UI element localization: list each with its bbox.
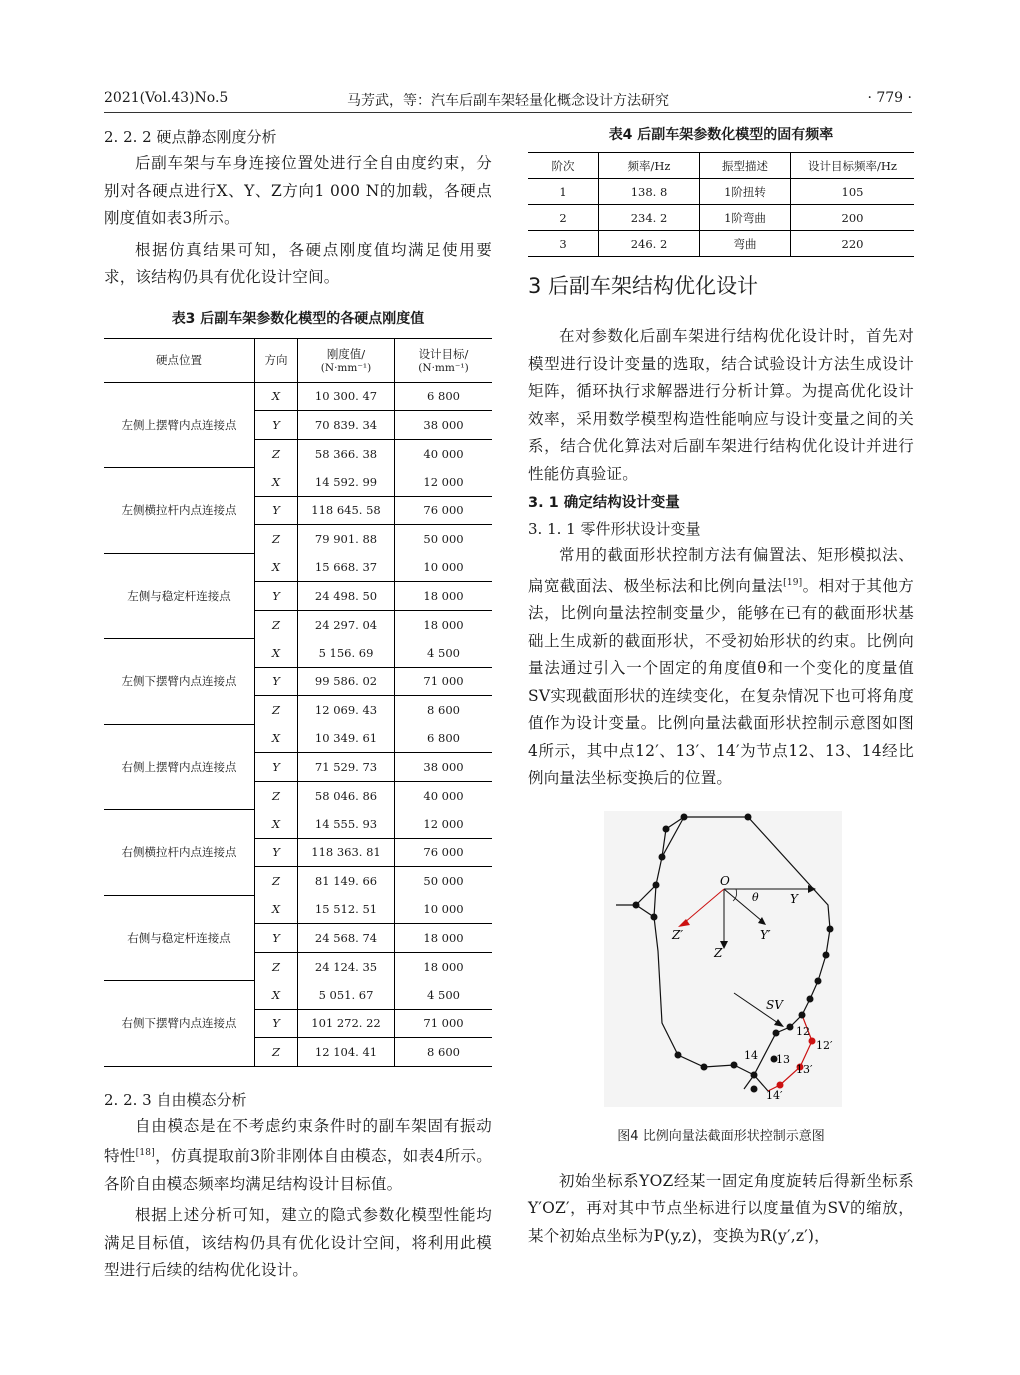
stiffness-cell: 10 349. 61 <box>298 724 395 753</box>
text: 。相对于其他方法，比例向量法控制变量少，能够在已有的截面形状基础上生成新的截面形状，不受初始形状的约束。比例向量法通过引入一个固定的角度值θ和一个变化的度量值SV实现截面形状的连续变化，在复杂情况下也可将角度值作为设计变量。比例向量法截面形状控制示意图如图4所示，其中点12′、13′、14′为节点12、13、14经比例向量法坐标变换后的位置。 <box>528 576 914 788</box>
direction-cell: Z <box>255 1038 298 1067</box>
target-cell: 18 000 <box>395 582 493 611</box>
right-column <box>528 124 914 1250</box>
label-y-prime: Y′ <box>760 927 771 942</box>
section-heading-3-1: 3. 1 确定结构设计变量 <box>528 495 680 511</box>
stiffness-cell: 24 297. 04 <box>298 610 395 639</box>
table-row <box>104 810 492 839</box>
stiffness-cell: 24 568. 74 <box>298 924 395 953</box>
table-row <box>104 382 492 411</box>
target-label: 设计目标/ <box>418 347 469 361</box>
node <box>701 1063 708 1070</box>
hardpoint-name: 右侧与稳定杆连接点 <box>104 895 255 981</box>
table3 <box>104 338 492 1067</box>
hardpoint-name: 右侧下摆臂内点连接点 <box>104 981 255 1067</box>
target-cell: 50 000 <box>423 532 464 546</box>
col-header-frequency: 频率/Hz <box>599 153 700 179</box>
direction-cell: Z <box>255 525 298 554</box>
node <box>815 977 822 984</box>
direction-cell: X <box>255 553 298 582</box>
stiffness-cell: 101 272. 22 <box>298 1009 395 1038</box>
citation: [19] <box>783 577 803 588</box>
paragraph: 后副车架与车身连接位置处进行全自由度约束，分别对各硬点进行X、Y、Z方向1 000 N的加载，各硬点刚度值如表3所示。 <box>104 154 492 227</box>
paragraph: 根据上述分析可知，建立的隐式参数化模型性能均满足目标值，该结构仍具有优化设计空间，将利用此模型进行后续的结构优化设计。 <box>104 1206 492 1280</box>
node <box>653 881 660 888</box>
section-heading-2-2-2: 2. 2. 2 硬点静态刚度分析 <box>104 128 277 146</box>
direction-cell: Y <box>255 667 298 696</box>
stiffness-label: 刚度值/ <box>326 347 366 361</box>
target-cell: 8 600 <box>427 1044 460 1059</box>
left-column <box>104 124 492 1285</box>
table-cell: 220 <box>841 236 864 251</box>
direction-cell: Y <box>255 1009 298 1038</box>
stiffness-cell: 58 046. 86 <box>298 781 395 810</box>
target-cell: 50 000 <box>423 874 464 888</box>
label-origin: O <box>720 873 730 888</box>
table-row <box>528 179 914 205</box>
stiffness-cell: 99 586. 02 <box>298 667 395 696</box>
direction-cell: Y <box>255 924 298 953</box>
hardpoint-name: 右侧横拉杆内点连接点 <box>104 810 255 896</box>
section-heading-3: 3 后副车架结构优化设计 <box>528 274 759 298</box>
table-cell: 1阶扭转 <box>700 179 791 205</box>
target-cell: 10 000 <box>395 895 493 924</box>
target-cell: 12 000 <box>395 810 493 839</box>
stiffness-cell: 118 363. 81 <box>298 838 395 867</box>
paragraph: 初始坐标系YOZ经某一固定角度旋转后得新坐标系Y′OZ′，再对其中节点坐标进行以度量值为SV的缩放，某个初始点坐标为P(y,z)，变换为R(y′,z′)， <box>528 1171 914 1245</box>
page-number: · 779 · <box>867 90 912 106</box>
stiffness-unit: (N·mm⁻¹) <box>320 362 372 374</box>
stiffness-cell: 12 104. 41 <box>298 1038 395 1067</box>
node <box>731 1061 738 1068</box>
table-cell: 200 <box>791 205 915 231</box>
hardpoint-name: 右侧上摆臂内点连接点 <box>104 724 255 810</box>
node-14-prime <box>777 1081 784 1088</box>
table4-caption: 表4 后副车架参数化模型的固有频率 <box>608 127 834 143</box>
figure-4-caption: 图4 比例向量法截面形状控制示意图 <box>617 1128 825 1144</box>
target-cell: 38 000 <box>395 753 493 782</box>
stiffness-cell: 71 529. 73 <box>298 753 395 782</box>
label-z-prime: Z′ <box>672 927 684 942</box>
text: 自由模态是在不考虑约束条件时的副车架固有振动特性 <box>104 1116 492 1166</box>
col-header-direction: 方向 <box>255 338 298 382</box>
journal-issue: 2021(Vol.43)No.5 <box>104 90 229 106</box>
label-theta: θ <box>752 890 759 904</box>
label-sv: SV <box>766 997 783 1012</box>
stiffness-cell: 24 498. 50 <box>298 582 395 611</box>
node <box>827 925 834 932</box>
col-header-position: 硬点位置 <box>104 338 255 382</box>
label-z: Z <box>714 945 723 960</box>
table-row <box>104 724 492 753</box>
node <box>659 853 666 860</box>
direction-cell: X <box>255 639 298 668</box>
table-cell: 1阶弯曲 <box>700 205 791 231</box>
node <box>681 813 688 820</box>
table3-caption: 表3 后副车架参数化模型的各硬点刚度值 <box>171 310 425 327</box>
paragraph: 根据仿真结果可知，各硬点刚度值均满足使用要求，该结构仍具有优化设计空间。 <box>104 240 492 286</box>
node <box>751 1085 758 1092</box>
target-cell: 6 800 <box>395 724 493 753</box>
section-heading-2-2-3: 2. 2. 3 自由模态分析 <box>104 1090 247 1109</box>
stiffness-cell: 14 555. 93 <box>298 810 395 839</box>
running-title: 马芳武，等：汽车后副车架轻量化概念设计方法研究 <box>347 93 669 109</box>
stiffness-cell: 70 839. 34 <box>298 411 395 440</box>
table-row <box>104 553 492 582</box>
label-node-14-prime: 14′ <box>766 1088 783 1102</box>
stiffness-cell: 5 051. 67 <box>298 981 395 1010</box>
table-cell: 1 <box>528 179 599 205</box>
target-cell: 4 500 <box>395 639 493 668</box>
target-cell: 18 000 <box>395 924 493 953</box>
direction-cell: X <box>255 810 298 839</box>
node-14 <box>751 1071 758 1078</box>
target-cell: 6 800 <box>395 382 493 411</box>
table4-body <box>528 179 914 257</box>
table-cell: 138. 8 <box>599 179 700 205</box>
direction-cell: X <box>255 382 298 411</box>
target-cell: 76 000 <box>395 838 493 867</box>
col-header-target-frequency: 设计目标频率/Hz <box>791 153 915 179</box>
node <box>823 951 830 958</box>
direction-cell: Z <box>255 781 298 810</box>
paragraph <box>528 542 914 793</box>
col-header-target <box>395 338 493 382</box>
node-12 <box>787 1023 794 1030</box>
table-cell: 105 <box>791 179 915 205</box>
target-cell: 40 000 <box>423 788 464 803</box>
direction-cell: Z <box>255 952 298 981</box>
stiffness-cell: 14 592. 99 <box>298 468 395 497</box>
direction-cell: Y <box>255 411 298 440</box>
node <box>633 901 640 908</box>
stiffness-cell: 79 901. 88 <box>298 525 395 554</box>
node <box>807 995 814 1002</box>
col-header-order: 阶次 <box>528 153 599 179</box>
paragraph <box>104 1113 492 1199</box>
target-cell: 4 500 <box>395 981 493 1010</box>
text: 常用的截面形状控制方法有偏置法、矩形模拟法、扁宽截面法、极坐标法和比例向量法 <box>528 546 914 595</box>
figure-4 <box>528 811 914 1111</box>
label-node-13: 13 <box>776 1052 790 1066</box>
table-row <box>528 231 914 257</box>
target-cell: 40 000 <box>423 446 464 461</box>
table-row <box>104 895 492 924</box>
stiffness-cell: 15 668. 37 <box>298 553 395 582</box>
header-rule <box>104 112 912 113</box>
table-cell: 3 <box>528 231 599 257</box>
direction-cell: Y <box>255 753 298 782</box>
sv-method-diagram <box>528 811 914 1111</box>
node <box>663 825 670 832</box>
direction-cell: Z <box>255 610 298 639</box>
hardpoint-name: 左侧下摆臂内点连接点 <box>104 639 255 725</box>
label-node-13-prime: 13′ <box>796 1062 813 1076</box>
node <box>773 1029 780 1036</box>
target-cell: 76 000 <box>395 496 493 525</box>
target-unit: (N·mm⁻¹) <box>418 362 469 374</box>
text: ，仿真提取前3阶非刚体自由模态，如表4所示。各阶自由模态频率均满足结构设计目标值。 <box>104 1147 492 1193</box>
direction-cell: Z <box>255 867 298 896</box>
stiffness-cell: 118 645. 58 <box>298 496 395 525</box>
table-row <box>104 468 492 497</box>
hardpoint-name: 左侧横拉杆内点连接点 <box>104 468 255 554</box>
direction-cell: Y <box>255 582 298 611</box>
stiffness-cell: 10 300. 47 <box>298 382 395 411</box>
target-cell: 71 000 <box>395 1009 493 1038</box>
table-row <box>104 639 492 668</box>
target-cell: 18 000 <box>423 959 464 974</box>
section-heading-3-1-1: 3. 1. 1 零件形状设计变量 <box>528 520 701 538</box>
table4 <box>528 152 914 257</box>
direction-cell: Z <box>255 696 298 725</box>
page-header <box>104 90 912 114</box>
direction-cell: Y <box>255 496 298 525</box>
col-header-stiffness <box>298 338 395 382</box>
stiffness-cell: 58 366. 38 <box>298 439 395 468</box>
direction-cell: X <box>255 895 298 924</box>
node-12-prime <box>809 1037 816 1044</box>
stiffness-cell: 81 149. 66 <box>298 867 395 896</box>
label-node-12-prime: 12′ <box>816 1038 833 1052</box>
node <box>651 913 658 920</box>
table-row <box>104 981 492 1010</box>
stiffness-cell: 15 512. 51 <box>298 895 395 924</box>
label-node-12: 12 <box>796 1024 810 1038</box>
target-cell: 12 000 <box>395 468 493 497</box>
target-cell: 71 000 <box>395 667 493 696</box>
direction-cell: X <box>255 724 298 753</box>
node <box>745 813 752 820</box>
target-cell: 38 000 <box>395 411 493 440</box>
target-cell: 10 000 <box>395 553 493 582</box>
target-cell: 18 000 <box>423 617 464 632</box>
table-cell: 2 <box>528 205 599 231</box>
paragraph: 在对参数化后副车架进行结构优化设计时，首先对模型进行设计变量的选取，结合试验设计方法生成设计矩阵，循环执行求解器进行分析计算。为提高优化设计效率，采用数学模型构造性能响应与设计变量之间的关系，结合优化算法对后副车架进行结构优化设计并进行性能仿真验证。 <box>528 327 914 483</box>
stiffness-cell: 5 156. 69 <box>298 639 395 668</box>
target-cell: 8 600 <box>427 703 460 717</box>
table-row <box>528 205 914 231</box>
citation: [18] <box>135 1148 155 1158</box>
direction-cell: X <box>255 981 298 1010</box>
label-y: Y <box>790 891 798 906</box>
direction-cell: Y <box>255 838 298 867</box>
table-cell: 246. 2 <box>599 231 700 257</box>
table3-body <box>104 382 492 1066</box>
table-cell: 弯曲 <box>700 231 791 257</box>
node <box>799 1011 806 1018</box>
direction-cell: X <box>255 468 298 497</box>
direction-cell: Z <box>255 439 298 468</box>
node <box>675 1051 682 1058</box>
hardpoint-name: 左侧上摆臂内点连接点 <box>104 382 255 468</box>
stiffness-cell: 24 124. 35 <box>298 952 395 981</box>
table-cell: 234. 2 <box>599 205 700 231</box>
label-node-14: 14 <box>744 1048 758 1062</box>
hardpoint-name: 左侧与稳定杆连接点 <box>104 553 255 639</box>
stiffness-cell: 12 069. 43 <box>298 696 395 725</box>
col-header-mode: 振型描述 <box>700 153 791 179</box>
